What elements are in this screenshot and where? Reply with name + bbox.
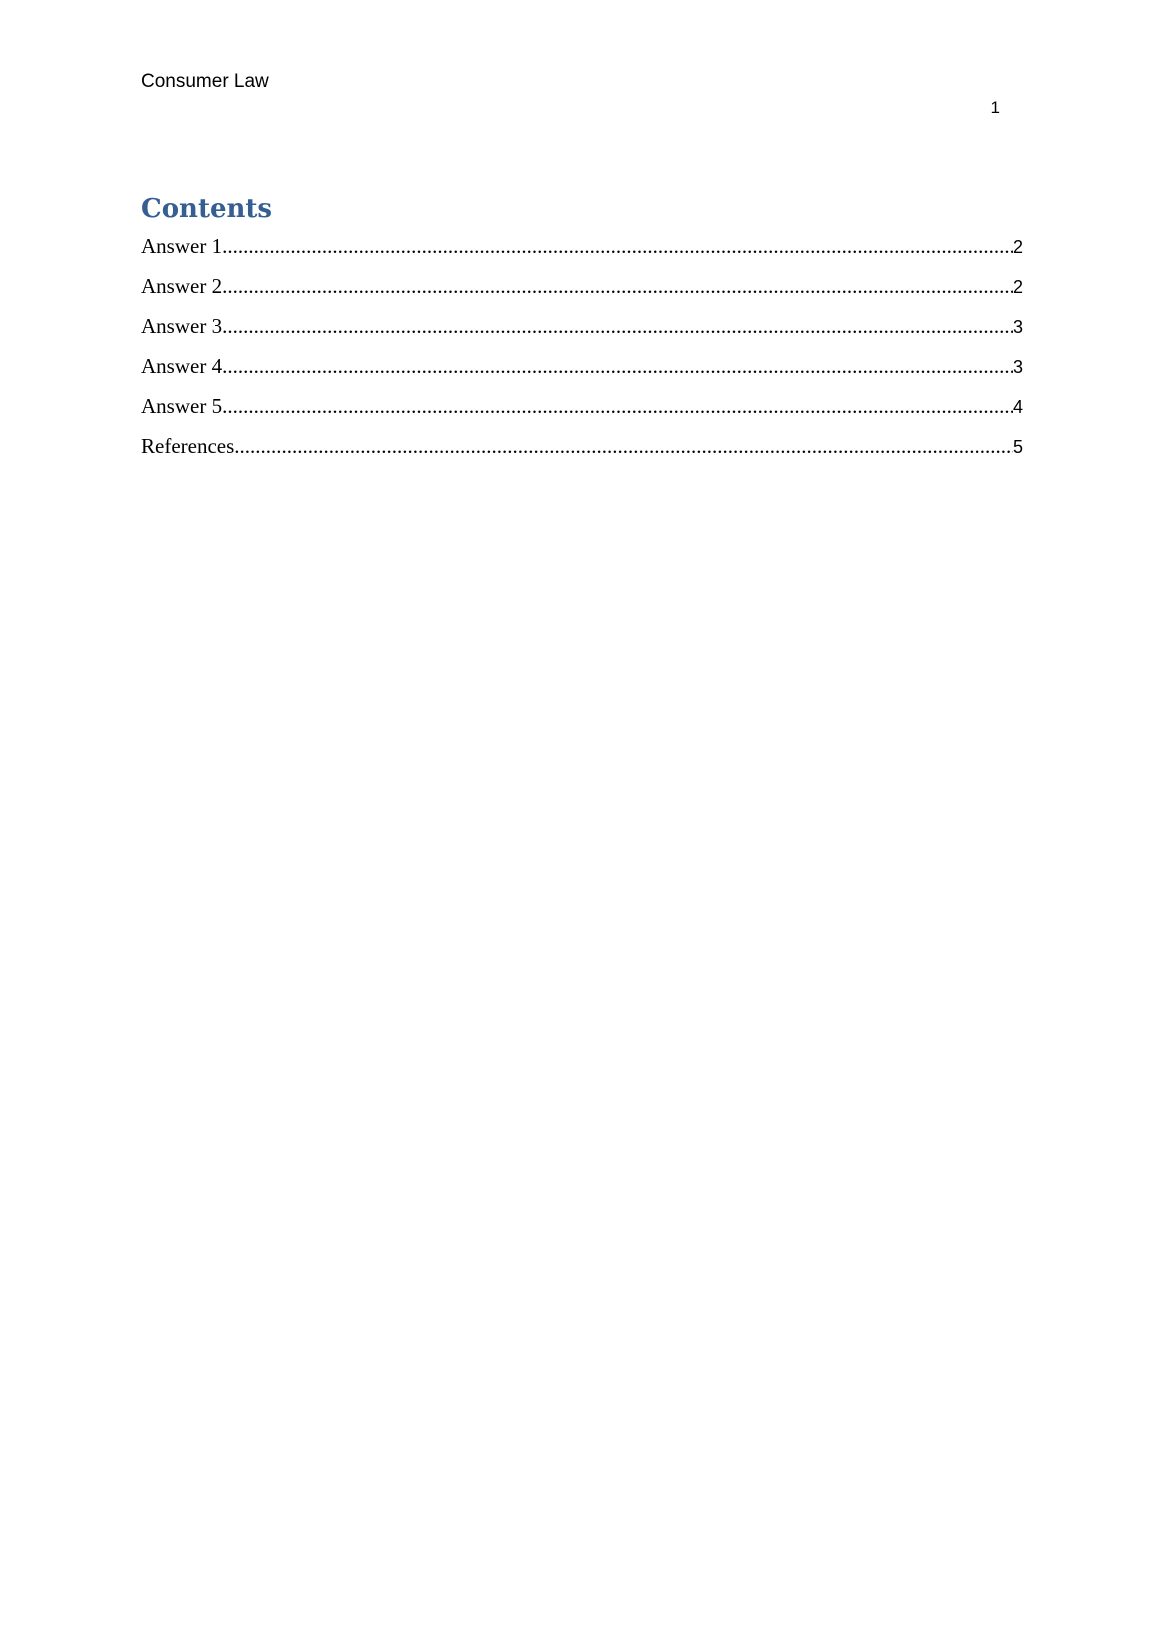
toc-dot-leader — [222, 353, 1013, 379]
toc-dot-leader — [222, 393, 1013, 419]
running-header: Consumer Law — [141, 71, 269, 92]
toc-dot-leader — [234, 433, 1013, 459]
toc-entry-page: 4 — [1012, 397, 1023, 417]
toc-entry-page: 2 — [1012, 277, 1023, 297]
toc-entry-page: 3 — [1012, 357, 1023, 377]
toc-entry-label: References — [141, 434, 235, 458]
toc-entry-label: Answer 4 — [141, 354, 223, 378]
toc-entry-answer-4[interactable] — [141, 353, 1023, 393]
toc-entry-label: Answer 5 — [141, 394, 223, 418]
toc-dot-leader — [222, 313, 1013, 339]
page-number: 1 — [990, 98, 1000, 117]
toc-entry-references[interactable] — [141, 433, 1023, 473]
toc-entry-page: 3 — [1012, 317, 1023, 337]
toc-entry-label: Answer 3 — [141, 314, 223, 338]
table-of-contents — [141, 233, 1023, 473]
toc-entry-answer-3[interactable] — [141, 313, 1023, 353]
toc-dot-leader — [222, 233, 1013, 259]
toc-heading: Contents — [141, 194, 273, 224]
toc-entry-label: Answer 1 — [141, 234, 223, 258]
toc-entry-answer-5[interactable] — [141, 393, 1023, 433]
toc-entry-page: 5 — [1012, 437, 1023, 457]
toc-entry-label: Answer 2 — [141, 274, 223, 298]
toc-entry-answer-2[interactable] — [141, 273, 1023, 313]
toc-entry-page: 2 — [1012, 237, 1023, 257]
toc-entry-answer-1[interactable] — [141, 233, 1023, 273]
toc-dot-leader — [222, 273, 1013, 299]
